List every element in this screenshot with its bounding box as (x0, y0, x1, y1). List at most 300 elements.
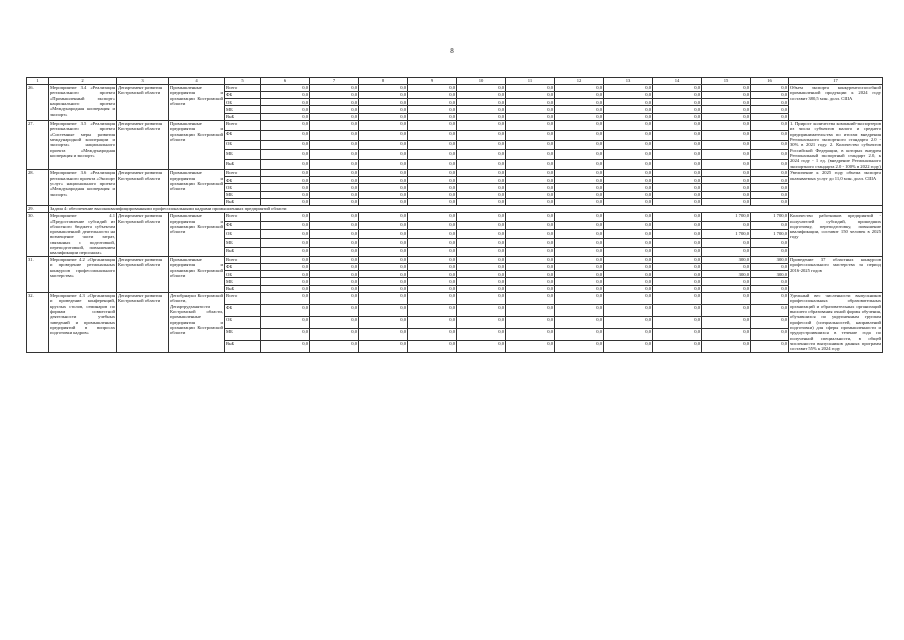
responsible-executor: Департамент развития Костромской области (117, 170, 169, 206)
funding-value: 0,0 (506, 198, 555, 205)
funding-value: 0,0 (604, 230, 653, 239)
funding-value: 0,0 (359, 340, 408, 352)
funding-value: 0,0 (261, 256, 310, 263)
funding-value: 0,0 (261, 184, 310, 191)
funding-value: 0,0 (310, 221, 359, 230)
funding-value: 0,0 (261, 160, 310, 170)
funding-value: 0,0 (310, 230, 359, 239)
funding-value: 0,0 (310, 292, 359, 304)
funding-value: 0,0 (310, 248, 359, 257)
funding-value: 0,0 (457, 160, 506, 170)
funding-value: 0,0 (506, 191, 555, 198)
funding-value: 0,0 (310, 120, 359, 130)
funding-value: 0,0 (310, 264, 359, 271)
funding-value: 0,0 (555, 316, 604, 328)
funding-value: 0,0 (408, 150, 457, 160)
program-table (26, 77, 883, 353)
funding-value: 0,0 (310, 106, 359, 113)
funding-value: 0,0 (702, 278, 751, 285)
funding-source: Всего (225, 212, 261, 221)
header-cell: 15 (702, 78, 751, 85)
funding-source: ОБ (225, 316, 261, 328)
funding-value: 0,0 (555, 340, 604, 352)
funding-value: 0,0 (408, 170, 457, 177)
expected-result: Объем экспорта конкурентоспособной промышленной продукции к 2024 году составит 380,5 млн. долл. США (789, 84, 883, 120)
header-cell: 9 (408, 78, 457, 85)
funding-value: 0,0 (653, 239, 702, 248)
funding-value: 0,0 (751, 120, 789, 130)
participant: Промышленные предприятия и организации Костромской области (169, 170, 225, 206)
funding-value: 0,0 (408, 271, 457, 278)
header-cell: 10 (457, 78, 506, 85)
funding-value: 0,0 (359, 191, 408, 198)
funding-value: 0,0 (604, 256, 653, 263)
funding-value: 0,0 (261, 271, 310, 278)
funding-value: 0,0 (555, 292, 604, 304)
funding-value: 0,0 (506, 239, 555, 248)
funding-value: 0,0 (359, 221, 408, 230)
section-row (27, 206, 883, 213)
funding-value: 0,0 (751, 328, 789, 340)
funding-value: 0,0 (653, 150, 702, 160)
funding-value: 0,0 (457, 191, 506, 198)
funding-source: ОБ (225, 230, 261, 239)
funding-value: 0,0 (359, 160, 408, 170)
funding-source: ВнБ (225, 160, 261, 170)
funding-value: 0,0 (751, 304, 789, 316)
funding-value: 0,0 (261, 221, 310, 230)
funding-value: 0,0 (555, 328, 604, 340)
funding-value: 0,0 (702, 120, 751, 130)
funding-value: 0,0 (408, 113, 457, 120)
funding-value: 0,0 (359, 130, 408, 140)
funding-value: 0,0 (457, 304, 506, 316)
funding-value: 0,0 (604, 191, 653, 198)
funding-value: 0,0 (702, 140, 751, 150)
header-cell: 13 (604, 78, 653, 85)
funding-value: 0,0 (408, 230, 457, 239)
funding-source: МБ (225, 239, 261, 248)
funding-value: 0,0 (408, 340, 457, 352)
funding-value: 0,0 (604, 177, 653, 184)
funding-value: 0,0 (457, 292, 506, 304)
funding-value: 0,0 (457, 84, 506, 91)
header-cell: 8 (359, 78, 408, 85)
funding-value: 0,0 (702, 84, 751, 91)
table-row (27, 84, 883, 91)
funding-value: 0,0 (261, 177, 310, 184)
funding-value: 0,0 (702, 130, 751, 140)
responsible-executor: Департамент развития Костромской области (117, 292, 169, 352)
funding-value: 0,0 (604, 239, 653, 248)
funding-value: 0,0 (751, 340, 789, 352)
funding-value: 0,0 (653, 316, 702, 328)
funding-value: 0,0 (751, 170, 789, 177)
funding-value: 0,0 (457, 221, 506, 230)
funding-value: 0,0 (653, 120, 702, 130)
funding-value: 0,0 (555, 212, 604, 221)
funding-value: 0,0 (506, 285, 555, 292)
funding-value: 0,0 (261, 106, 310, 113)
funding-value: 0,0 (653, 271, 702, 278)
funding-value: 0,0 (261, 264, 310, 271)
funding-value: 0,0 (653, 230, 702, 239)
funding-value: 300,0 (702, 256, 751, 263)
funding-value: 0,0 (408, 239, 457, 248)
funding-value: 0,0 (555, 106, 604, 113)
funding-value: 0,0 (604, 184, 653, 191)
funding-value: 0,0 (506, 328, 555, 340)
funding-value: 0,0 (506, 230, 555, 239)
funding-value: 0,0 (751, 184, 789, 191)
funding-value: 0,0 (506, 140, 555, 150)
funding-value: 0,0 (457, 130, 506, 140)
funding-value: 0,0 (702, 248, 751, 257)
funding-value: 0,0 (408, 184, 457, 191)
funding-value: 0,0 (506, 292, 555, 304)
funding-value: 0,0 (653, 285, 702, 292)
funding-value: 0,0 (359, 271, 408, 278)
funding-source: ФБ (225, 177, 261, 184)
funding-value: 0,0 (604, 99, 653, 106)
funding-value: 0,0 (310, 160, 359, 170)
section-number: 29. (27, 206, 49, 213)
funding-value: 0,0 (310, 278, 359, 285)
participant: Депобрнауки Костромской области, Департрудзанятости Костромской области, промышленные предприятия и организации Костромской области (169, 292, 225, 352)
funding-value: 0,0 (751, 113, 789, 120)
funding-value: 0,0 (261, 212, 310, 221)
funding-value: 0,0 (506, 340, 555, 352)
table-row (27, 256, 883, 263)
funding-value: 0,0 (604, 160, 653, 170)
funding-value: 0,0 (506, 264, 555, 271)
funding-value: 0,0 (555, 248, 604, 257)
funding-value: 0,0 (702, 150, 751, 160)
funding-value: 0,0 (702, 113, 751, 120)
funding-value: 0,0 (751, 285, 789, 292)
funding-value: 0,0 (457, 120, 506, 130)
funding-value: 0,0 (457, 278, 506, 285)
funding-value: 0,0 (457, 316, 506, 328)
funding-value: 0,0 (555, 278, 604, 285)
funding-value: 0,0 (408, 140, 457, 150)
header-cell: 2 (49, 78, 117, 85)
funding-value: 0,0 (604, 221, 653, 230)
expected-result: 1. Прирост количества компаний-экспортеров из числа субъектов малого и среднего предпринимательства по итогам внедрения Регионального экспортного стандарта 2.0 - 30% в 2021 году. 2. Количество субъектов Российской Федерации, в которых внедрен Региональный экспортный стандарт 2.0, к 2024 году - 1 ед. (внедрение Регионального экспортного стандарта 2.0 - 100% в 2022 году) (790, 121, 881, 169)
funding-value: 0,0 (506, 99, 555, 106)
funding-value: 0,0 (359, 285, 408, 292)
funding-value: 0,0 (457, 271, 506, 278)
funding-value: 0,0 (261, 130, 310, 140)
funding-value: 1 700,0 (751, 230, 789, 239)
funding-value: 0,0 (653, 340, 702, 352)
funding-value: 0,0 (310, 340, 359, 352)
funding-value: 0,0 (751, 316, 789, 328)
funding-value: 0,0 (653, 248, 702, 257)
funding-value: 0,0 (359, 177, 408, 184)
funding-value: 0,0 (310, 304, 359, 316)
funding-value: 0,0 (702, 316, 751, 328)
funding-value: 0,0 (310, 191, 359, 198)
funding-value: 0,0 (261, 113, 310, 120)
funding-source: ВнБ (225, 340, 261, 352)
funding-value: 0,0 (261, 191, 310, 198)
funding-value: 0,0 (408, 160, 457, 170)
funding-value: 0,0 (751, 239, 789, 248)
section-title: Задача 4: обеспечение высококвалифицированными профессиональными кадрами промышленных предприятий области (49, 206, 883, 213)
funding-value: 0,0 (359, 304, 408, 316)
funding-value: 0,0 (555, 84, 604, 91)
table-row (27, 212, 883, 221)
funding-source: ФБ (225, 304, 261, 316)
funding-value: 0,0 (359, 328, 408, 340)
funding-source: Всего (225, 292, 261, 304)
funding-value: 300,0 (751, 271, 789, 278)
funding-source: ФБ (225, 130, 261, 140)
funding-value: 0,0 (751, 198, 789, 205)
funding-value: 0,0 (555, 177, 604, 184)
row-number: 30. (27, 212, 49, 256)
funding-value: 0,0 (310, 184, 359, 191)
funding-value: 0,0 (359, 120, 408, 130)
funding-value: 0,0 (506, 160, 555, 170)
funding-value: 0,0 (702, 184, 751, 191)
header-cell: 14 (653, 78, 702, 85)
funding-value: 0,0 (702, 177, 751, 184)
funding-value: 0,0 (310, 239, 359, 248)
funding-value: 0,0 (261, 239, 310, 248)
funding-source: ВнБ (225, 248, 261, 257)
funding-value: 0,0 (555, 256, 604, 263)
funding-value: 0,0 (408, 177, 457, 184)
funding-value: 0,0 (261, 120, 310, 130)
funding-value: 0,0 (604, 170, 653, 177)
row-number: 28. (27, 170, 49, 206)
table-row (27, 170, 883, 177)
funding-value: 0,0 (653, 212, 702, 221)
funding-value: 0,0 (702, 285, 751, 292)
funding-value: 0,0 (408, 99, 457, 106)
funding-value: 0,0 (359, 292, 408, 304)
funding-value: 0,0 (506, 150, 555, 160)
funding-value: 0,0 (653, 328, 702, 340)
funding-source: ВнБ (225, 198, 261, 205)
funding-value: 0,0 (408, 84, 457, 91)
funding-value: 0,0 (555, 271, 604, 278)
funding-value: 0,0 (555, 160, 604, 170)
funding-value: 0,0 (604, 292, 653, 304)
funding-value: 0,0 (751, 150, 789, 160)
funding-value: 0,0 (604, 278, 653, 285)
expected-result: Удельный вес численности выпускников профессиональных образовательных организаций и образовательных организаций высшего образования очной формы обучения, обучавшихся по укрупненным группам профессий (специальностей, направлений подготовки) для сферы промышленности и трудоустроившихся в течение года по полученной специальности, в общей численности выпускников данных программ составит 55% к 2024 году (790, 293, 881, 352)
funding-value: 0,0 (506, 113, 555, 120)
funding-value: 0,0 (310, 170, 359, 177)
row-number: 31. (27, 256, 49, 292)
funding-value: 0,0 (359, 198, 408, 205)
funding-value: 0,0 (751, 92, 789, 99)
funding-value: 300,0 (702, 271, 751, 278)
header-cell: 7 (310, 78, 359, 85)
funding-value: 0,0 (604, 304, 653, 316)
funding-value: 0,0 (457, 92, 506, 99)
funding-source: ОБ (225, 271, 261, 278)
funding-value: 0,0 (310, 256, 359, 263)
funding-value: 0,0 (457, 170, 506, 177)
funding-value: 0,0 (653, 140, 702, 150)
header-cell: 12 (555, 78, 604, 85)
header-cell: 6 (261, 78, 310, 85)
funding-value: 0,0 (751, 106, 789, 113)
funding-value: 0,0 (310, 113, 359, 120)
funding-value: 0,0 (604, 150, 653, 160)
funding-value: 0,0 (408, 316, 457, 328)
funding-value: 0,0 (653, 92, 702, 99)
funding-value: 0,0 (457, 256, 506, 263)
funding-value: 0,0 (408, 264, 457, 271)
funding-source: Всего (225, 84, 261, 91)
funding-value: 0,0 (408, 212, 457, 221)
participant: Промышленные предприятия и организации Костромской области (169, 84, 225, 120)
funding-value: 0,0 (555, 191, 604, 198)
funding-value: 0,0 (261, 230, 310, 239)
funding-value: 0,0 (702, 221, 751, 230)
funding-value: 0,0 (310, 92, 359, 99)
funding-value: 0,0 (555, 113, 604, 120)
funding-value: 0,0 (359, 170, 408, 177)
funding-value: 0,0 (457, 248, 506, 257)
funding-value: 0,0 (457, 150, 506, 160)
event-name: Мероприятие 3.5 «Реализация регионального проекта «Системные меры развития международной кооперации и экспорта» национального проекта «Международная кооперация и экспорт» (49, 120, 117, 169)
header-row (27, 78, 883, 85)
funding-value: 0,0 (261, 150, 310, 160)
funding-value: 0,0 (310, 130, 359, 140)
funding-value: 0,0 (457, 212, 506, 221)
participant: Промышленные предприятия и организации Костромской области (169, 120, 225, 169)
responsible-executor: Департамент развития Костромской области (117, 84, 169, 120)
table-row (27, 120, 883, 130)
funding-value: 0,0 (261, 170, 310, 177)
funding-value: 0,0 (408, 285, 457, 292)
funding-value: 0,0 (506, 248, 555, 257)
funding-value: 0,0 (751, 221, 789, 230)
funding-source: ОБ (225, 140, 261, 150)
funding-source: Всего (225, 256, 261, 263)
funding-value: 0,0 (506, 184, 555, 191)
funding-value: 0,0 (408, 130, 457, 140)
funding-value: 0,0 (506, 130, 555, 140)
funding-value: 0,0 (751, 191, 789, 198)
funding-value: 0,0 (310, 198, 359, 205)
event-name: Мероприятие 4.3 «Организация и проведение конференций, круглых столов, семинаров по формам совместной деятельности учебных заведений и промышленных предприятий в вопросах подготовки кадров» (49, 292, 117, 352)
funding-value: 0,0 (702, 160, 751, 170)
event-name: Мероприятие 4.2 «Организация и проведение региональных конкурсов профессионального мастерства» (49, 256, 117, 292)
funding-value: 0,0 (261, 285, 310, 292)
funding-value: 0,0 (457, 140, 506, 150)
row-number: 32. (27, 292, 49, 352)
funding-value: 0,0 (702, 292, 751, 304)
funding-value: 0,0 (506, 170, 555, 177)
funding-value: 0,0 (457, 340, 506, 352)
funding-source: ФБ (225, 221, 261, 230)
funding-value: 0,0 (751, 140, 789, 150)
funding-source: МБ (225, 106, 261, 113)
funding-value: 0,0 (506, 278, 555, 285)
funding-value: 0,0 (604, 248, 653, 257)
funding-source: ВнБ (225, 113, 261, 120)
funding-value: 0,0 (555, 130, 604, 140)
funding-value: 0,0 (604, 340, 653, 352)
funding-source: ОБ (225, 184, 261, 191)
funding-value: 0,0 (457, 239, 506, 248)
funding-value: 0,0 (359, 264, 408, 271)
funding-value: 0,0 (604, 316, 653, 328)
funding-value: 0,0 (604, 120, 653, 130)
funding-value: 0,0 (261, 140, 310, 150)
funding-value: 0,0 (604, 130, 653, 140)
funding-value: 0,0 (359, 316, 408, 328)
funding-value: 0,0 (506, 106, 555, 113)
funding-value: 0,0 (702, 239, 751, 248)
funding-value: 0,0 (604, 198, 653, 205)
funding-value: 0,0 (359, 239, 408, 248)
page-number: 8 (450, 47, 454, 55)
participant: Промышленные предприятия и организации Костромской области (169, 256, 225, 292)
funding-value: 0,0 (653, 191, 702, 198)
event-name: Мероприятие 3.4 «Реализация регионального проекта «Промышленный экспорт» национального проекта «Международная кооперация и экспорт» (49, 84, 117, 120)
funding-value: 0,0 (653, 256, 702, 263)
funding-value: 0,0 (457, 177, 506, 184)
funding-value: 0,0 (653, 170, 702, 177)
funding-value: 0,0 (702, 304, 751, 316)
funding-value: 0,0 (506, 92, 555, 99)
funding-value: 0,0 (457, 113, 506, 120)
funding-value: 0,0 (359, 99, 408, 106)
event-name: Мероприятие 4.1 «Предоставление субсидий из областного бюджета субъектам промышленной деятельности на возмещение части затрат, связанных с подготовкой, переподготовкой, повышением квалификации персонала» (50, 213, 115, 256)
funding-value: 0,0 (555, 120, 604, 130)
funding-value: 0,0 (457, 230, 506, 239)
table-row (27, 292, 883, 304)
funding-value: 0,0 (261, 292, 310, 304)
funding-value: 0,0 (408, 304, 457, 316)
funding-value: 0,0 (751, 292, 789, 304)
header-cell: 11 (506, 78, 555, 85)
header-cell: 16 (751, 78, 789, 85)
funding-value: 0,0 (261, 304, 310, 316)
funding-value: 0,0 (555, 304, 604, 316)
header-cell: 3 (117, 78, 169, 85)
funding-value: 0,0 (653, 292, 702, 304)
funding-value: 0,0 (310, 271, 359, 278)
funding-value: 0,0 (310, 285, 359, 292)
funding-value: 0,0 (653, 198, 702, 205)
funding-value: 0,0 (506, 316, 555, 328)
funding-value: 0,0 (261, 248, 310, 257)
header-cell: 5 (225, 78, 261, 85)
funding-value: 0,0 (751, 264, 789, 271)
funding-value: 0,0 (359, 248, 408, 257)
funding-value: 0,0 (702, 106, 751, 113)
funding-value: 0,0 (310, 150, 359, 160)
funding-source: ФБ (225, 92, 261, 99)
table-body (27, 78, 883, 353)
funding-value: 0,0 (506, 304, 555, 316)
funding-value: 0,0 (408, 120, 457, 130)
funding-value: 300,0 (751, 256, 789, 263)
funding-value: 0,0 (555, 150, 604, 160)
funding-value: 0,0 (261, 328, 310, 340)
funding-value: 0,0 (359, 184, 408, 191)
funding-value: 0,0 (457, 285, 506, 292)
